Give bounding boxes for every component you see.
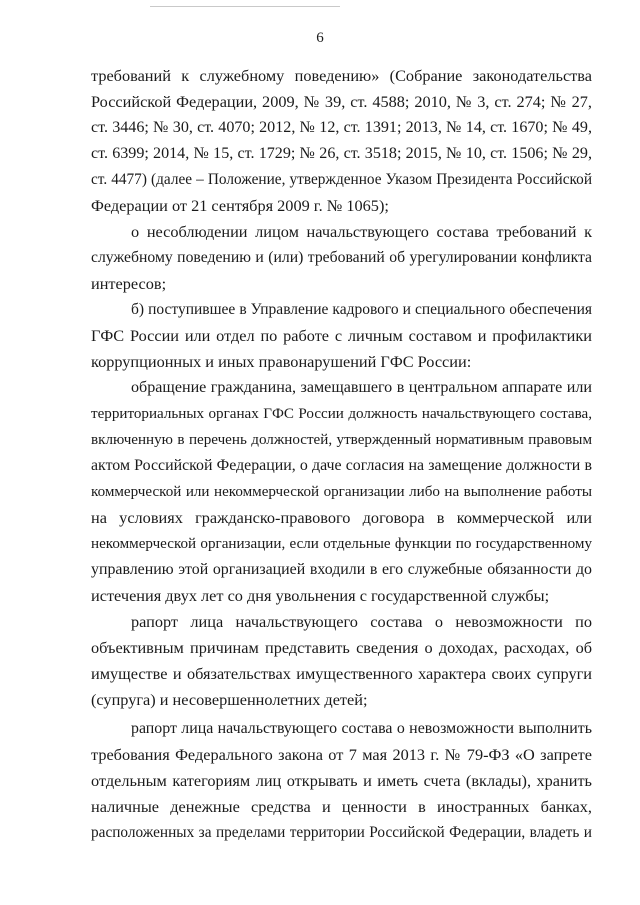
text-line: отдельным категориям лиц открывать и иметь счета (вклады), хранить xyxy=(91,771,592,790)
text-line: коррупционных и иных правонарушений ГФС России: xyxy=(91,352,472,371)
text-line: ст. 4477) (далее – Положение, утвержденное Указом Президента Российской xyxy=(91,171,592,188)
text-line: ст. 6399; 2014, № 15, ст. 1729; № 26, ст. 3518; 2015, № 10, ст. 1506; № 29, xyxy=(91,145,592,162)
text-line: некоммерческой организации, если отдельные функции по государственному xyxy=(91,536,592,552)
scan-artifact-line xyxy=(150,6,340,7)
text-line: включенную в перечень должностей, утвержденный нормативным правовым xyxy=(91,432,592,448)
text-line: истечения двух лет со дня увольнения с государственной службы; xyxy=(91,586,550,605)
text-line: служебному поведению и (или) требований об урегулировании конфликта xyxy=(91,249,592,266)
text-line: (супруга) и несовершеннолетних детей; xyxy=(91,690,368,709)
text-line: управлению этой организацией входили в его служебные обязанности до xyxy=(91,561,592,578)
page-number: 6 xyxy=(316,30,324,46)
text-line: Российской Федерации, 2009, № 39, ст. 4588; 2010, № 3, ст. 274; № 27, xyxy=(91,92,592,111)
text-line: имуществе и обязательствах имущественного характера своих супруги xyxy=(91,664,592,683)
text-line: Федерации от 21 сентября 2009 г. № 1065); xyxy=(91,196,389,215)
text-line: обращение гражданина, замещавшего в центральном аппарате или xyxy=(131,379,592,396)
text-line: расположенных за пределами территории Российской Федерации, владеть и xyxy=(91,824,592,841)
text-line: о несоблюдении лицом начальствующего состава требований к xyxy=(131,222,592,241)
text-line: требования Федерального закона от 7 мая 2013 г. № 79-ФЗ «О запрете xyxy=(91,745,592,764)
text-line: ГФС России или отдел по работе с личным составом и профилактики xyxy=(91,326,592,345)
text-line: рапорт лица начальствующего состава о невозможности по xyxy=(131,612,592,631)
text-line: требований к служебному поведению» (Собрание законодательства xyxy=(91,66,592,85)
text-line: наличные денежные средства и ценности в иностранных банках, xyxy=(91,797,592,816)
text-line: рапорт лица начальствующего состава о невозможности выполнить xyxy=(131,720,592,737)
text-line: объективным причинам представить сведения о доходах, расходах, об xyxy=(91,638,592,657)
text-line: коммерческой или некоммерческой организации либо на выполнение работы xyxy=(91,484,592,500)
text-line: б) поступившее в Управление кадрового и специального обеспечения xyxy=(131,301,592,318)
text-line: на условиях гражданско-правового договора в коммерческой или xyxy=(91,508,592,527)
text-line: территориальных органах ГФС России должность начальствующего состава, xyxy=(91,406,592,422)
text-line: актом Российской Федерации, о даче согласия на замещение должности в xyxy=(91,457,592,474)
text-line: ст. 3446; № 30, ст. 4070; 2012, № 12, ст. 1391; 2013, № 14, ст. 1670; № 49, xyxy=(91,119,592,136)
text-line: интересов; xyxy=(91,274,167,293)
